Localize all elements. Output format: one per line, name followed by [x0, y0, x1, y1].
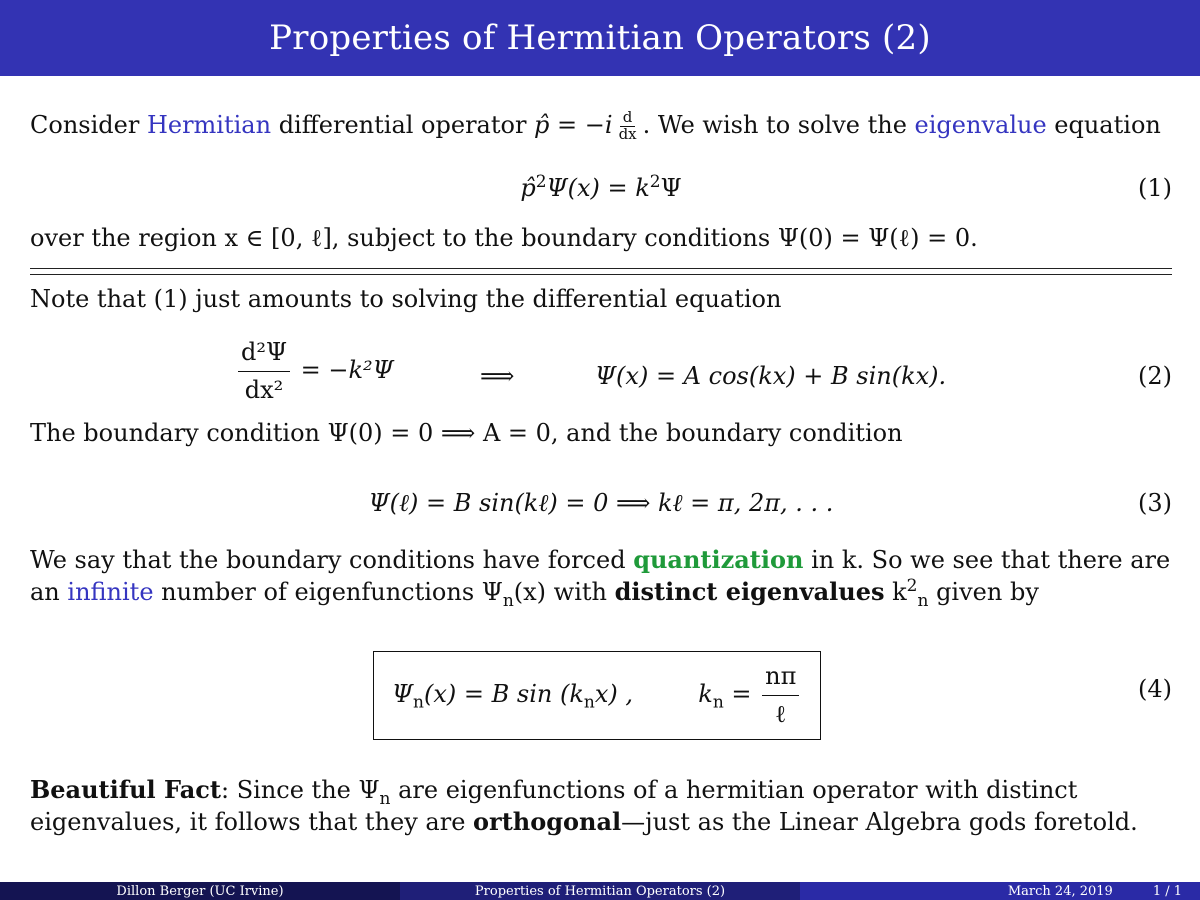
beautiful-fact-paragraph [30, 774, 1172, 838]
fraction-denominator: ℓ [775, 699, 787, 728]
quantization-term: quantization [633, 545, 804, 574]
superscript: 2 [906, 576, 918, 596]
text: (x) with [513, 578, 615, 606]
equation-number: (2) [1138, 362, 1172, 390]
equation-body [30, 172, 1172, 204]
double-divider [30, 268, 1172, 275]
text: equation [1046, 111, 1161, 139]
footer-right [800, 882, 1200, 900]
fraction-denominator: dx² [244, 375, 284, 404]
text: : Since the Ψ [220, 776, 380, 804]
slide-content [30, 76, 1172, 876]
equation-number: (3) [1138, 489, 1172, 517]
footer-author: Dillon Berger (UC Irvine) [0, 882, 400, 900]
eigenvalue-term: eigenvalue [914, 111, 1047, 139]
distinct-eigenvalues-term: distinct eigenvalues [614, 577, 885, 606]
text: are eigenfunctions of a hermitian operator with distinct eigenvalues, it follows that they are [30, 776, 1078, 836]
equation-lhs [235, 338, 394, 405]
subscript: n [502, 590, 514, 611]
eq-part: Ψ [392, 679, 414, 708]
text: given by [928, 578, 1039, 606]
note-paragraph: Note that (1) just amounts to solving the differential equation [30, 285, 782, 313]
boundary-paragraph: over the region x ∈ [0, ℓ], subject to the boundary conditions Ψ(0) = Ψ(ℓ) = 0. [30, 224, 978, 252]
subscript: n [413, 692, 424, 713]
subscript: n [583, 692, 595, 713]
intro-paragraph [30, 109, 1172, 143]
text: differential operator [271, 111, 535, 139]
fraction-numerator: d [620, 110, 636, 127]
subscript: n [917, 590, 929, 611]
subscript: n [712, 692, 724, 713]
footer-page-number: 1 / 1 [1152, 883, 1182, 899]
equation-number: (4) [1138, 675, 1172, 703]
general-solution: Ψ(x) = A cos(kx) + B sin(kx). [595, 362, 947, 390]
equation-3 [30, 487, 1172, 547]
text: in k. So we see that there are an [30, 546, 1171, 606]
implies-arrow: ⟹ [480, 362, 515, 390]
beautiful-fact-label: Beautiful Fact [30, 775, 221, 804]
text: number of eigenfunctions Ψ [153, 578, 503, 606]
text: k [884, 578, 907, 606]
eq-rhs: = −k²Ψ [293, 355, 394, 384]
subscript: n [379, 788, 391, 809]
footer-title: Properties of Hermitian Operators (2) [400, 882, 800, 900]
operator-symbol: p̂ = −i [534, 111, 613, 139]
equation-number: (1) [1138, 174, 1172, 202]
equation-body: Ψ(ℓ) = B sin(kℓ) = 0 ⟹ kℓ = π, 2π, . . . [368, 489, 834, 517]
footer-bar [0, 882, 1200, 900]
fraction-numerator: nπ [762, 662, 799, 696]
boxed-equation [373, 651, 821, 740]
eq-mid: Ψ(x) = k [546, 174, 650, 202]
infinite-term: infinite [67, 578, 154, 606]
exponent: 2 [535, 172, 547, 192]
quantization-paragraph [30, 544, 1172, 611]
orthogonal-term: orthogonal [473, 807, 622, 836]
hermitian-term: Hermitian [146, 111, 272, 139]
eq-part: = [723, 679, 760, 708]
eq-part: k [698, 679, 713, 708]
derivative-fraction [616, 110, 640, 143]
exponent: 2 [649, 172, 661, 192]
eq-lhs: p̂ [520, 174, 536, 202]
equation-4 [30, 651, 1172, 731]
second-derivative-fraction [238, 338, 290, 405]
condition-paragraph: The boundary condition Ψ(0) = 0 ⟹ A = 0, and the boundary condition [30, 419, 903, 447]
fraction-denominator: dx [618, 125, 637, 143]
eq-part: x) , [594, 679, 633, 708]
kn-fraction [762, 662, 799, 729]
eq-rhs: Ψ [660, 174, 682, 202]
eq-part: (x) = B sin (k [424, 679, 584, 708]
equation-box [373, 651, 821, 740]
text: Consider [30, 111, 147, 139]
fraction-numerator: d²Ψ [238, 338, 290, 372]
text: —just as the Linear Algebra gods foretold. [621, 808, 1138, 836]
text: We say that the boundary conditions have forced [30, 546, 634, 574]
slide-title: Properties of Hermitian Operators (2) [0, 0, 1200, 76]
text: . We wish to solve the [642, 111, 915, 139]
footer-date: March 24, 2019 [1007, 883, 1113, 899]
equation-2 [30, 338, 1172, 418]
